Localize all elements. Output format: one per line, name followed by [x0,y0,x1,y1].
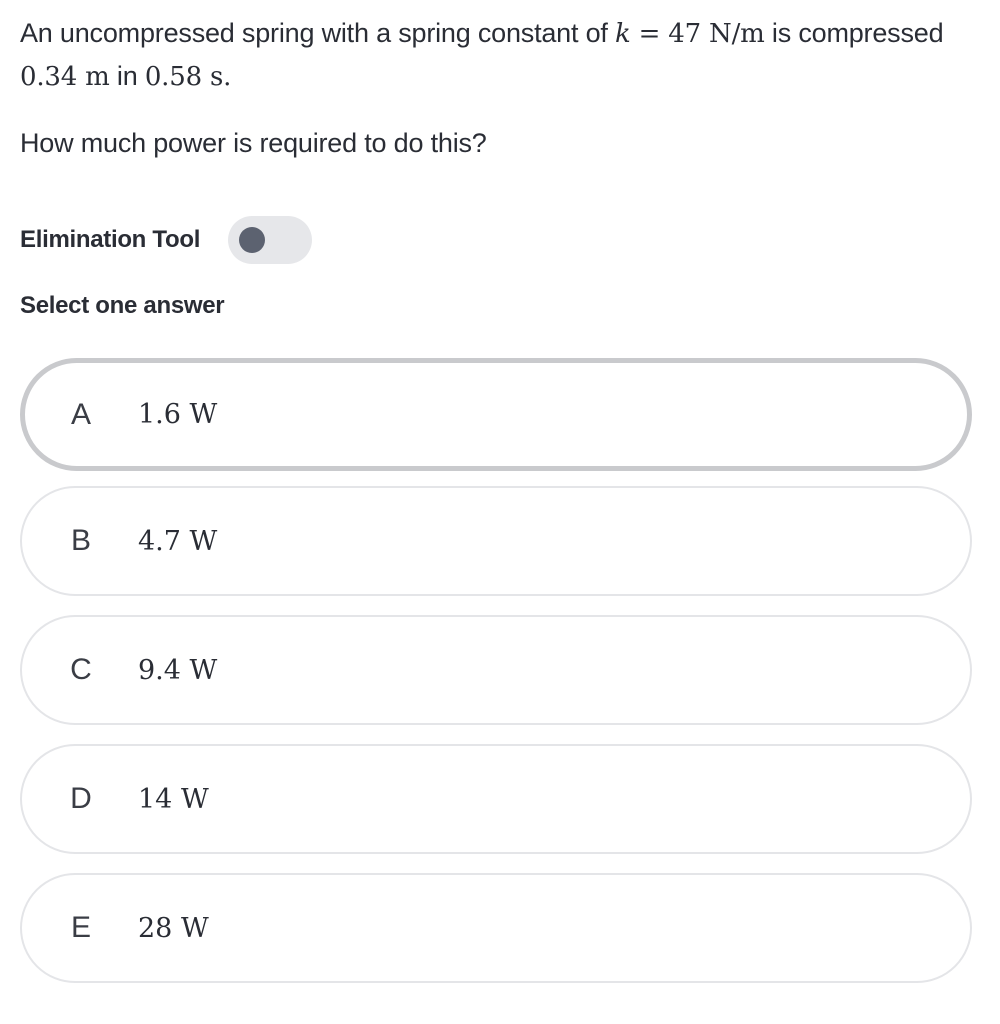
choice-text: 4.7 W [138,525,218,557]
answer-choice-d[interactable] [20,744,972,854]
question-intro: An uncompressed spring with a spring constant of [20,18,616,48]
choice-text: 9.4 W [138,654,218,686]
choice-text: 1.6 W [138,399,218,430]
choice-letter: D [70,782,92,815]
answer-choice-e[interactable] [20,873,972,983]
time-value: 0.58 s [144,62,224,92]
choice-letter: E [70,911,91,944]
answer-choice-c[interactable] [20,615,972,725]
question-middle: is compressed [764,18,944,48]
answer-choice-a[interactable] [20,358,972,471]
answer-choice-b[interactable] [20,486,972,596]
elimination-tool-row [20,216,312,264]
question-in: in [109,61,145,91]
toggle-knob [239,227,265,253]
k-value: = 47 N/m [630,19,765,49]
k-symbol: k [615,19,631,49]
choice-text: 28 W [138,912,209,944]
question-prompt: How much power is required to do this? [20,128,487,158]
choice-letter: C [70,653,92,686]
distance-value: 0.34 m [20,62,110,92]
question-text [20,12,970,98]
select-one-answer-label: Select one answer [20,292,225,319]
question-period: . [223,62,232,92]
choice-letter: A [70,397,91,431]
elimination-tool-toggle[interactable] [228,216,312,264]
choice-letter: B [70,524,91,557]
elimination-tool-label: Elimination Tool [20,226,201,253]
choice-text: 14 W [138,783,209,815]
